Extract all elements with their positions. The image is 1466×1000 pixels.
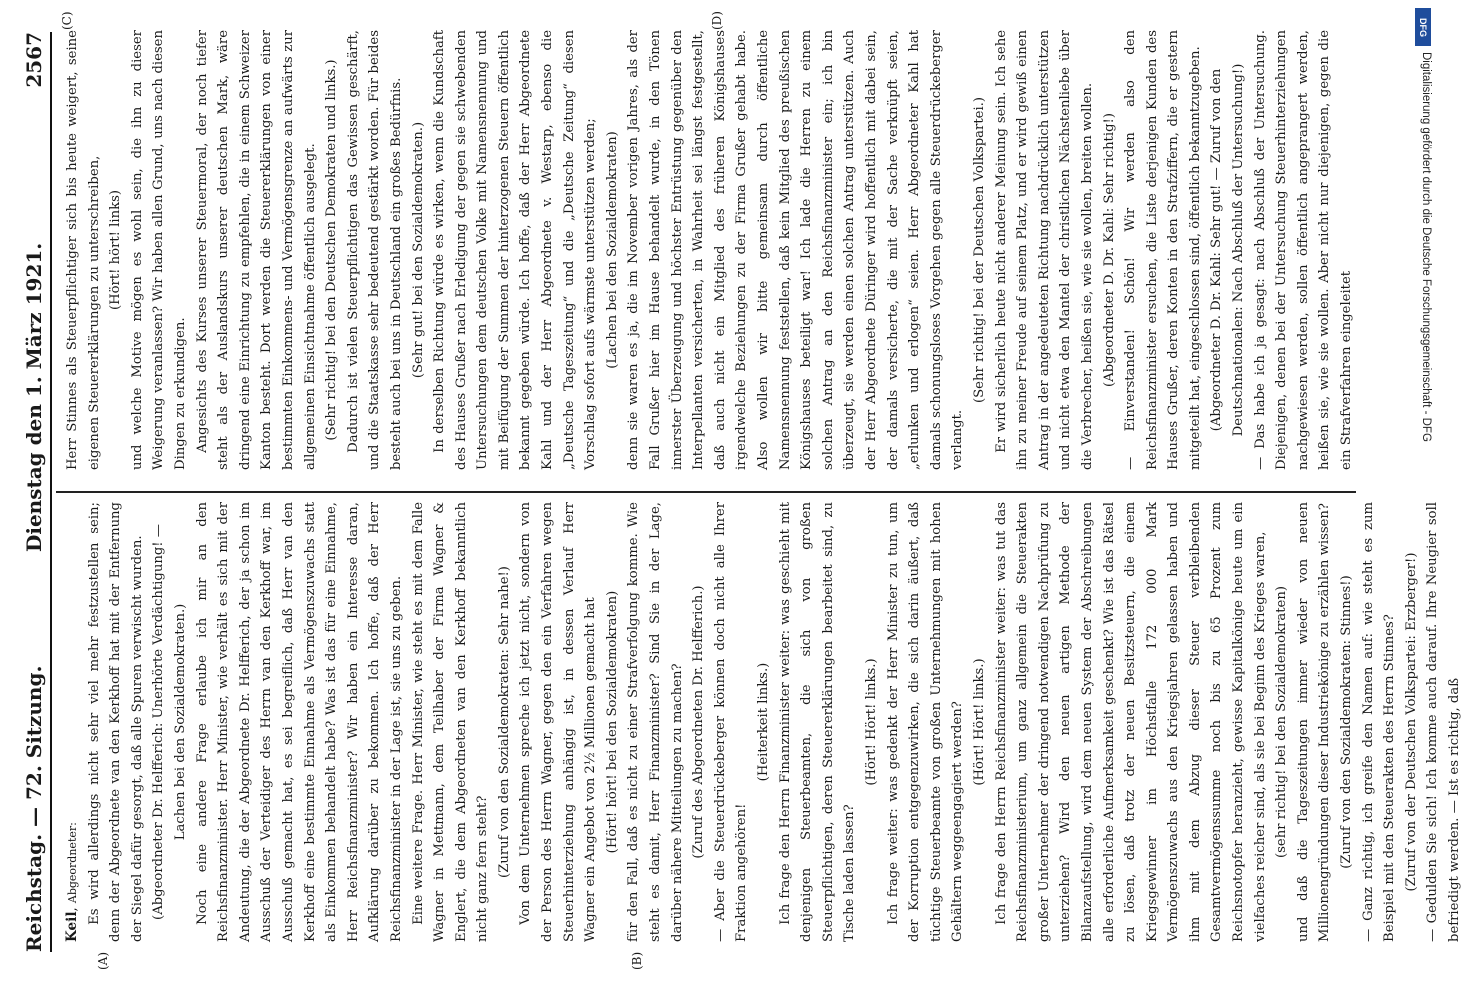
paragraph: denn sie waren es ja, die im November vorigen Jahres, als der Fall Grußer hier im Hause behandelt wurde, in den Tönen innerster Überzeugung und höchster Entrüstung gegenüber den Interpellanten versicherten, in Wahrheit sei längst festgestellt, daß auch nicht ein Mitglied des früheren Königshauses irgendwelche Beziehungen zu der Firma Grußer gehabt habe. Also wollen wir bitte gemeinsam durch öffentliche Namensnennung feststellen, daß kein Mitglied des preußischen Königshauses beteiligt war! Ich lade die Herren zu einem solchen Antrag an den Reichsfinanzminister ein; ich bin überzeugt, sie werden einen solchen Antrag unterstützen. Auch der Herr Abgeordnete Düringer wird hoffentlich mit dabei sein, der damals versicherte, die mit der Sache verknüpft seien, „erlunken und erlogen“ seien. Herr Abgeordneter Kahl hat damals schonungsloses Vorgehen gegen alle Steuerdrückeberger verlangt. — [626, 30, 966, 470]
margin-marker-b: (B) — [630, 951, 644, 970]
speaker-name: Keil — [64, 911, 80, 942]
paragraph: Ich frage den Herrn Finanzminister weiter: was geschieht mit denjenigen Steuerbeamten, die sich von großen Steuerpflichtigen, deren Steuererklärungen bearbeitet sind, zu Tische laden lassen? — [777, 502, 858, 942]
paragraph: Angesichts des Kurses unserer Steuermoral, der noch tiefer steht als der Auslandskurs unserer deutschen Mark, wäre dringend eine Einrichtung zu empfehlen, die in einem Schweizer Kanton besteht. Dort werden die Steuererklärungen von einer bestimmten Einkommens- und Vermögensgrenze an aufwärts zur allgemeinen Einsichtnahme öffentlich ausgelegt. — [194, 30, 318, 470]
interjection: (Hört! Hört! links.) — [971, 658, 987, 786]
interjection: (Sehr richtig! bei der Deutschen Volkspartei.) — [971, 96, 987, 404]
paragraph: — Das habe ich ja gesagt: nach Abschluß der Untersuchung. Diejenigen, denen bei der Untersuchung Steuerhinterziehungen nachgewiesen werden, sollen öffentlich angeprangert werden, heißen sie, wie sie wollen. Aber nicht nur diejenigen, gegen die ein Strafverfahren eingeleitet — [1252, 30, 1355, 470]
interjection: (Hört! Hört! links.) — [863, 658, 879, 786]
paragraph: — Aber die Steuerdrückeberger können doch nicht alle Ihrer Fraktion angehören! — [712, 502, 750, 942]
paragraph: Dadurch ist vielen Steuerpflichtigen das Gewissen geschärft, und die Staatskasse sehr bedeutend gestärkt worden. Für beides besteht auch bei uns in Deutschland ein großes Bedürfnis. — [345, 30, 404, 470]
left-column — [62, 502, 1466, 942]
interjection: (Hört! hört! bei den Sozialdemokraten) — [604, 590, 620, 854]
right-column — [62, 30, 1358, 470]
paragraph: Herr Stinnes als Steuerpflichtiger sich bis heute weigert, seine eigenen Steuererklärungen zu unterschreiben, — [65, 30, 102, 470]
interjection: (Heiterkeit links.) — [756, 662, 771, 782]
paragraph: In derselben Richtung würde es wirken, wenn die Kundschaft des Hauses Grußer nach Erledigung der gegen sie schwebenden Untersuchungen dem deutschen Volke mit Namensnennung und mit Beifügung der Summen der hinterzogenen Steuern öffentlich bekannt gegeben würde. Ich hoffe, daß der Herr Abgeordnete Kahl und der Herr Abgeordnete v. Westarp, ebenso die „Deutsche Tageszeitung“ und die „Deutsche Zeitung“ diesen Vorschlag sofort aufs wärmste unterstützen werden; — [432, 30, 599, 470]
paragraph: und daß die Tageszeitungen immer wieder von neuen Millionengründungen dieser Industriekönige zu erzählen wissen? — [1295, 502, 1333, 942]
interjection: (Sehr richtig! bei den Deutschen Demokraten und links.) — [324, 59, 340, 441]
digitization-note — [1414, 52, 1432, 912]
margin-marker-c: (C) — [60, 11, 74, 30]
paragraph: Ich frage weiter: was gedenkt der Herr Minister zu tun, um der Korruption entgegenzuwirken, die sich darin äußert, daß tüchtige Steuerbeamte von großen Unternehmungen mit hohen Gehältern weggeengagiert werden? — [885, 502, 966, 942]
paragraph: Von dem Unternehmen spreche ich jetzt nicht, sondern von der Person des Herrn Wagner, gegen den ein Verfahren wegen Steuerhinterziehung anhängig ist, in dessen Verlauf Herr Wagner ein Angebot von 2½ Millionen gemacht hat — [518, 502, 599, 942]
paragraph: Es wird allerdings nicht sehr viel mehr festzustellen sein; denn der Abgeordnete van den Kerkhoff hat mit der Entfernung der Siegel dafür gesorgt, daß alle Spuren verwischt wurden. — [86, 502, 145, 942]
dfg-logo: DFG — [1415, 8, 1431, 46]
paragraph: und welche Motive mögen es wohl sein, die ihn zu dieser Weigerung veranlassen? Wir haben allen Grund, uns nach diesen Dingen zu erkundigen. — [129, 30, 188, 470]
interjection: (Hört! hört! links) — [108, 189, 124, 311]
running-head — [20, 32, 52, 952]
header-date: Dienstag den 1. März 1921. — [22, 242, 46, 552]
interjection: (Zuruf des Abgeordneten Dr. Helfferich.) — [691, 585, 707, 859]
paragraph: — Gedulden Sie sich! Ich komme auch darauf. Ihre Neugier soll befriedigt werden. — Ist es richtig, daß — [1425, 502, 1462, 942]
margin-marker-d: (D) — [710, 11, 724, 30]
interjection: (Sehr gut! bei den Sozialdemokraten.) — [410, 121, 426, 379]
digitization-note-text: Digitalisierung gefördert durch die Deutsche Forschungsgemeinschaft - DFG — [1420, 52, 1432, 442]
page-number: 2567 — [22, 32, 46, 88]
header-session-title: Reichstag. — 72. Sitzung. — [22, 665, 46, 952]
interjection: (Zuruf von den Sozialdemokraten: Stinnes!) — [1339, 575, 1355, 869]
speaker-role: Abgeordneter — [66, 825, 79, 904]
interjection: (Abgeordneter D. Dr. Kahl: Sehr gut! — Zuruf von den Deutschnationalen: Nach Abschluß der Untersuchung!) — [1209, 63, 1247, 437]
speaker-line: Keil, Abgeordneter: — [64, 822, 80, 942]
interjection: (Lachen bei den Sozialdemokraten) — [604, 131, 620, 369]
paragraph: Er wird sicherlich heute nicht anderer Meinung sein. Ich sehe ihn zu meiner Freude auf seinem Platz, und er wird gewiß einen Antrag in der angedeuteten Richtung nachdrücklich unterstützen und nicht etwa den Mantel der christlichen Nächstenliebe über die Verbrecher, heißen sie, wie sie wollen, breiten wollen. — [993, 30, 1095, 470]
column-divider — [56, 491, 1356, 493]
margin-marker-a: (A) — [96, 951, 110, 970]
interjection: (Zuruf von der Deutschen Volkspartei: Erzberger!) — [1403, 552, 1419, 892]
paragraph: Ich frage den Herrn Reichsfinanzminister weiter: was tut das Reichsfinanzministerium, um ganz allgemein die Steuerakten großer Unternehmer der dringend notwendigen Nachprüfung zu unterziehen? Wird den neuen artigen Methode der Bilanzaufstellung, wird dem neuen System der Abschreibungen alle erforderliche Aufmerksamkeit geschenkt? Wie ist das Rätsel zu lösen, daß trotz der neuen Besitzsteuern, die einem Kriegsgewinner im Höchstfalle 172 000 Mark Vermögenszuwachs aus den Kriegsjahren gelassen haben und ihm mit dem Abzug dieser Steuer verbleibenden Gesamtvermögenssumme noch bis zu 65 Prozent zum Reichsnotopfer heranzieht, gewisse Kapitalkönige heute um ein vielfaches reicher sind, als sie bei Beginn des Krieges waren, — [993, 502, 1268, 942]
paragraph: für den Fall, daß es nicht zu einer Strafverfolgung komme. Wie steht es damit, Herr Finanzminister? Sind Sie in der Lage, darüber nähere Mitteilungen zu machen? — [626, 502, 685, 942]
interjection: (Zuruf von den Sozialdemokraten: Sehr nahe!) — [496, 566, 512, 878]
interjection: (Abgeordneter D. Dr. Kahl: Sehr richtig!) — [1101, 113, 1117, 387]
paragraph: — Einverstanden! Schön! Wir werden also den Reichsfinanzminister ersuchen, die Liste derjenigen Kunden des Hauses Grußer, deren Konten in den Strafziffern, die er gestern mitgeteilt hat, eingeschlossen sind, öffentlich bekanntzugeben. — [1123, 30, 1203, 470]
paragraph: Noch eine andere Frage erlaube ich mir an den Reichsfinanzminister. Herr Minister, wie verhält es sich mit der Andeutung, die der Abgeordnete Dr. Helfferich, der ja schon im Ausschuß der Verteidiger des Herrn van den Kerkhoff war, im Ausschuß gemacht hat, es sei begreiflich, daß Herr van den Kerkhoff eine bestimmte Einnahme als Vermögenszuwachs statt als Einkommen behandelt habe? Was ist das für eine Einnahme, Herr Reichsfinanzminister? Wir haben ein Interesse daran, Aufklärung darüber zu bekommen. Ich hoffe, daß der Herr Reichsfinanzminister in der Lage ist, sie uns zu geben. — [194, 502, 404, 942]
interjection: (sehr richtig! bei den Sozialdemokraten) — [1274, 586, 1290, 858]
interjection: (Abgeordneter Dr. Helfferich: Unerhörte Verdächtigung! — Lachen bei den Sozialdemokraten.) — [151, 524, 188, 920]
paragraph: — Ganz richtig, ich greife den Namen auf: wie steht es zum Beispiel mit den Steuerakten des Herrn Stinnes? — [1360, 502, 1398, 942]
paragraph: Eine weitere Frage. Herr Minister, wie steht es mit dem Falle Wagner in Mettmann, dem Teilhaber der Firma Wagner & Englert, die dem Abgeordneten van den Kerkhoff bekanntlich nicht ganz fern steht? — [410, 502, 491, 942]
